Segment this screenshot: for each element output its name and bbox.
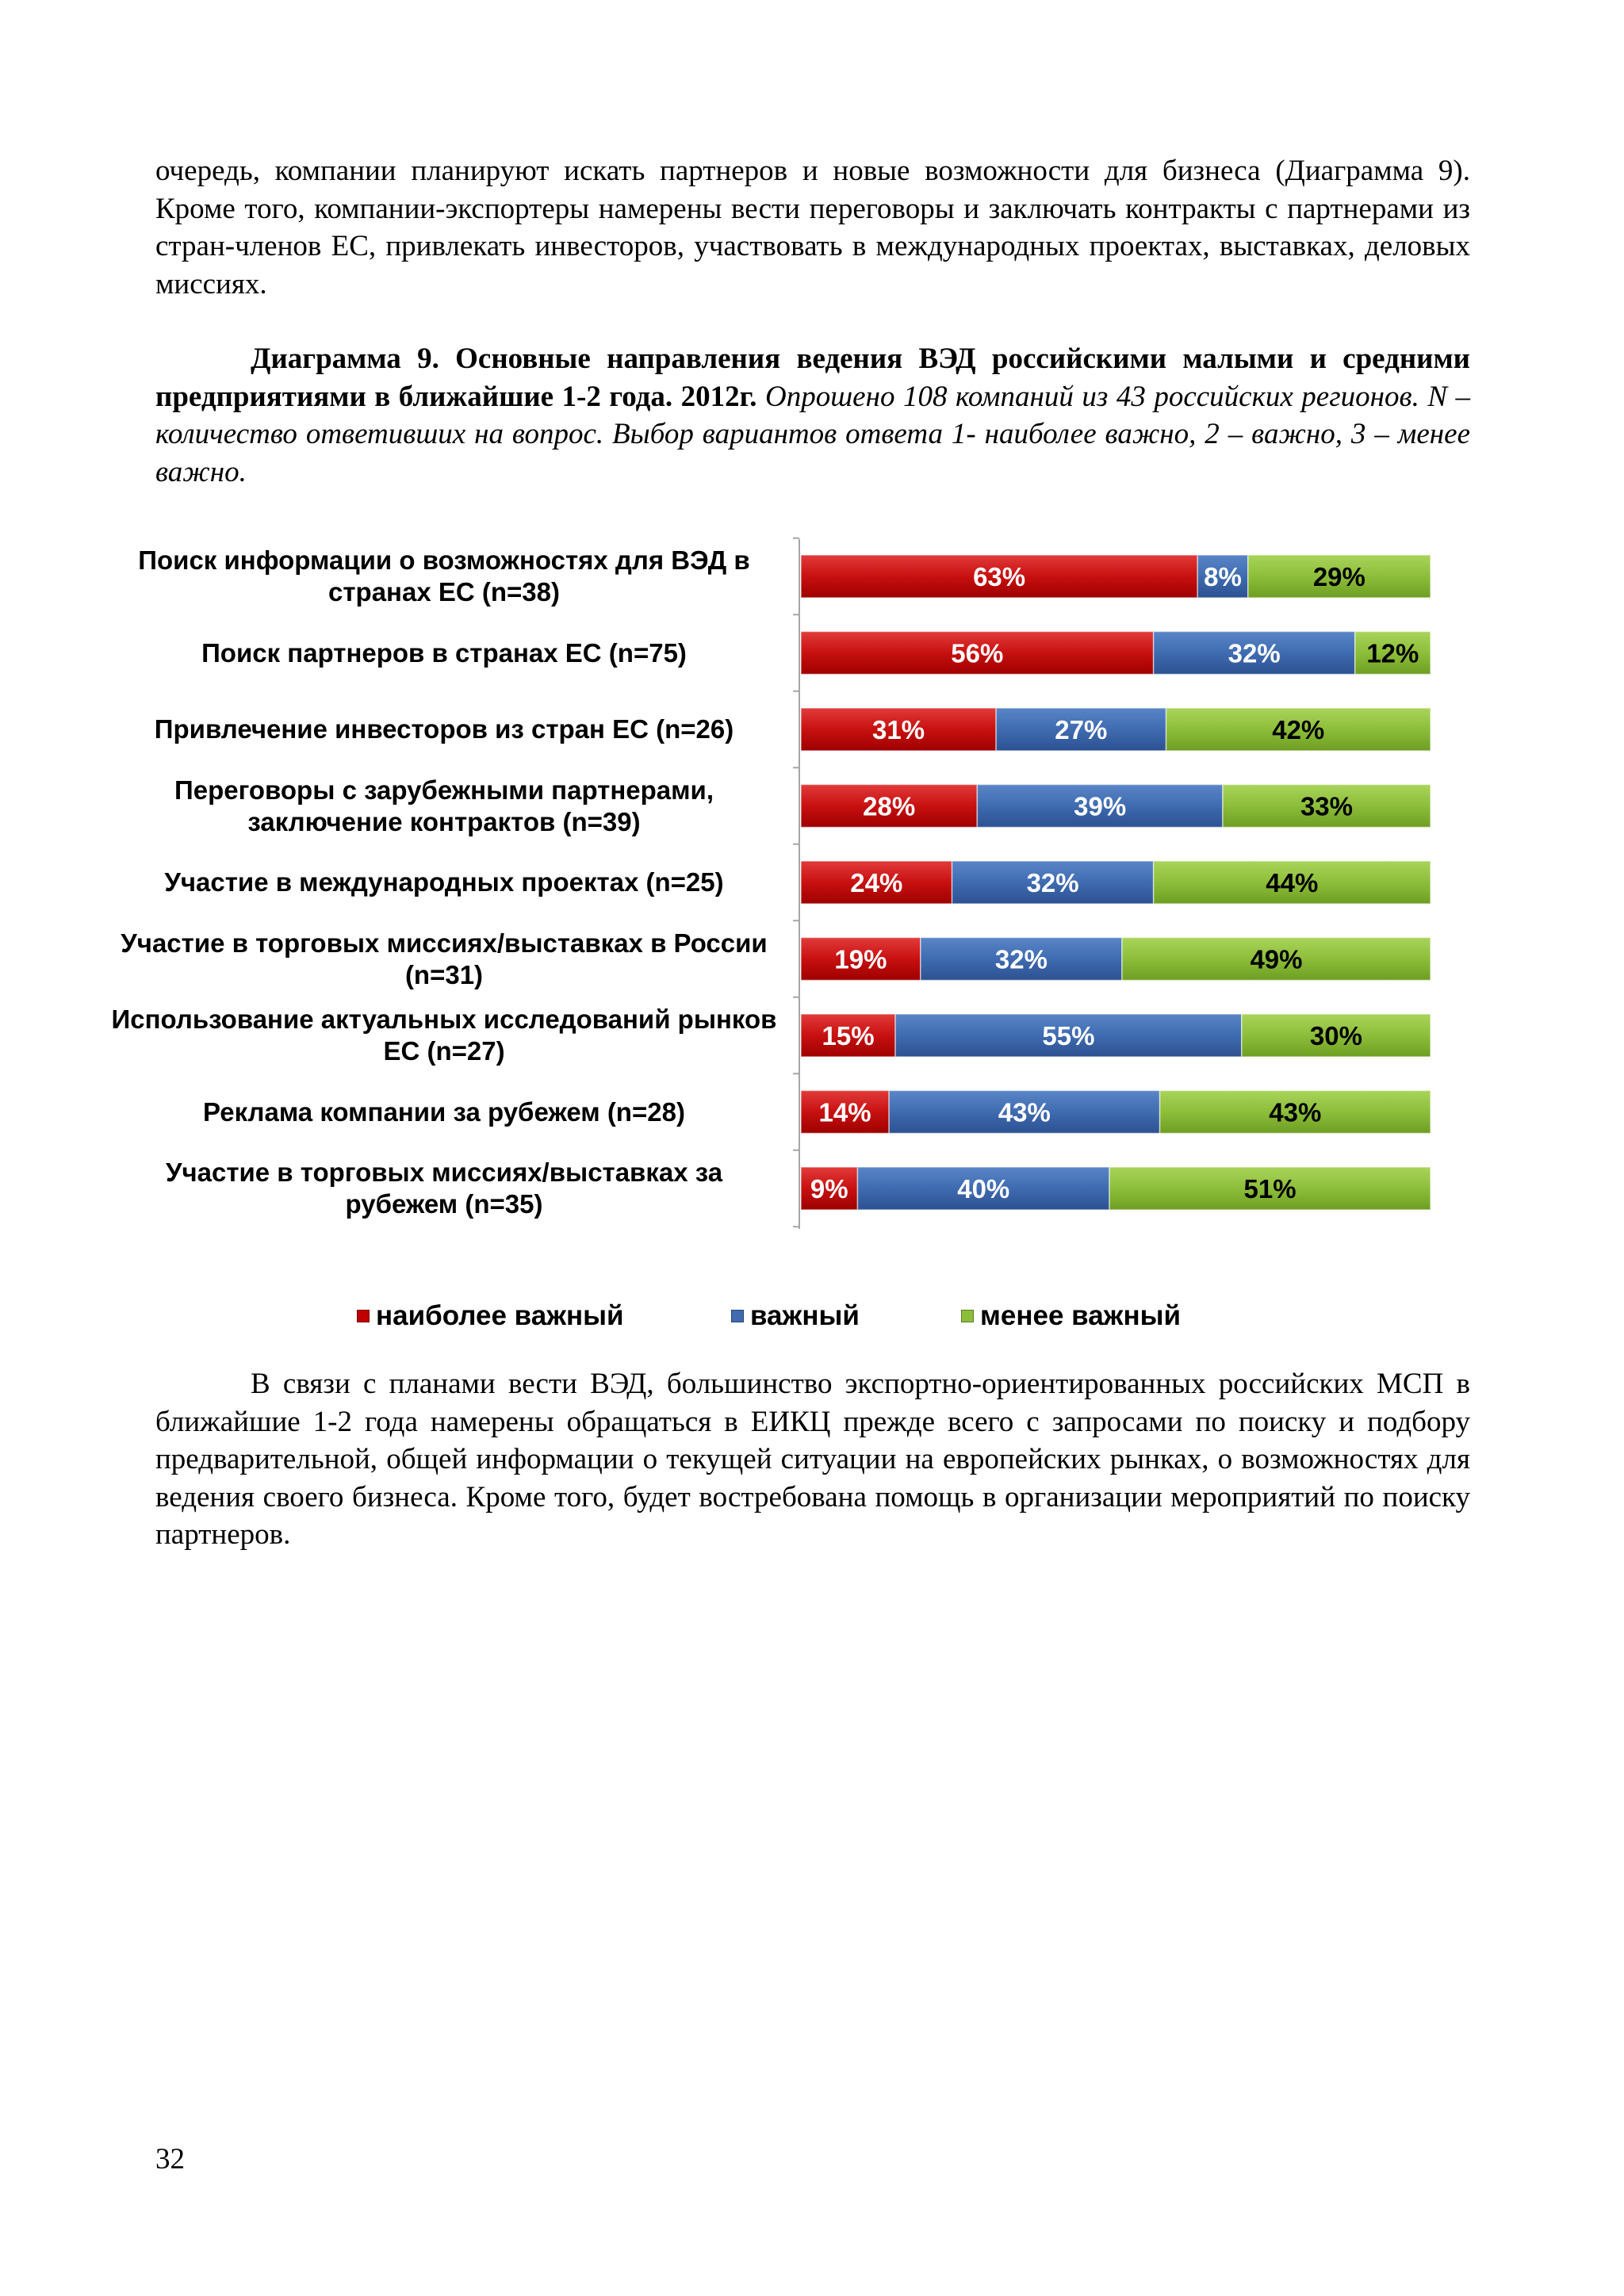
- category-label: Реклама компании за рубежем (n=28): [203, 1096, 685, 1127]
- category-label: Использование актуальных исследований рынков ЕС (n=27): [111, 1004, 777, 1066]
- data-label: 43%: [1269, 1097, 1322, 1127]
- data-label: 55%: [1042, 1021, 1095, 1050]
- data-label: 51%: [1243, 1174, 1297, 1203]
- data-label: 29%: [1312, 562, 1365, 591]
- data-label: 31%: [872, 715, 925, 744]
- data-label: 14%: [818, 1097, 871, 1127]
- data-label: 56%: [951, 638, 1004, 668]
- category-label: Поиск информации о возможностях для ВЭД в странах ЕС (n=38): [138, 545, 750, 607]
- data-label: 12%: [1366, 638, 1419, 668]
- data-label: 9%: [810, 1174, 848, 1203]
- category-label: Участие в международных проектах (n=25): [164, 867, 724, 897]
- legend-label: наиболее важный: [376, 1300, 624, 1331]
- legend-swatch-blue: [731, 1310, 744, 1322]
- data-label: 8%: [1204, 562, 1242, 591]
- category-label: Поиск партнеров в странах ЕС (n=75): [201, 637, 687, 668]
- legend-label: важный: [750, 1300, 860, 1331]
- legend-item-less-important: [961, 1299, 1181, 1334]
- category-label: Участие в торговых миссиях/выставках в России (n=31): [121, 928, 768, 989]
- data-label: 43%: [998, 1097, 1051, 1127]
- data-label: 32%: [1026, 868, 1079, 897]
- data-label: 63%: [973, 562, 1026, 591]
- data-label: 32%: [1228, 638, 1281, 668]
- data-label: 30%: [1309, 1021, 1362, 1050]
- closing-text: В связи с планами вести ВЭД, большинство экспортно-ориентированных российских МСП в ближайшие 1-2 года намерены обращаться в ЕИКЦ прежде всего с запросами по поиску и подбору предварительной, общей информации о текущей ситуации на европейских рынках, о возможностях для ведения своего бизнеса. Кроме того, будет востребована помощь в организации мероприятий по поиску партнеров.: [155, 1368, 1470, 1551]
- data-label: 49%: [1250, 944, 1303, 974]
- caption-title: Диаграмма 9. Основные направления ведения ВЭД российскими малыми и средними предприятиями в ближайшие 1-2 года. 2012г.: [155, 342, 1470, 413]
- data-label: 27%: [1055, 715, 1108, 744]
- data-label: 33%: [1300, 791, 1354, 821]
- legend-swatch-green: [961, 1310, 974, 1322]
- legend-swatch-red: [357, 1310, 370, 1322]
- category-label: Переговоры с зарубежными партнерами, заключение контрактов (n=39): [174, 775, 714, 836]
- legend-label: менее важный: [980, 1300, 1182, 1331]
- chart-caption: [155, 340, 1470, 491]
- category-label: Участие в торговых миссиях/выставках за рубежем (n=35): [165, 1158, 723, 1219]
- data-label: 44%: [1266, 868, 1319, 897]
- closing-paragraph: [155, 1365, 1470, 1554]
- intro-paragraph: очередь, компании планируют искать партнеров и новые возможности для бизнеса (Диаграмма 9). Кроме того, компании-экспортеры намерены вести переговоры и заключать контракты с партнерами из стран-членов ЕС, привлекать инвесторов, участвовать в международных проектах, выставках, деловых миссиях.: [155, 155, 1470, 300]
- data-label: 42%: [1272, 715, 1325, 744]
- data-label: 28%: [863, 791, 916, 821]
- legend-item-most-important: [357, 1299, 624, 1334]
- stacked-bar-chart: [0, 523, 1624, 1348]
- data-label: 19%: [834, 944, 887, 974]
- data-label: 40%: [957, 1174, 1010, 1203]
- legend-item-important: [731, 1299, 860, 1334]
- data-label: 15%: [822, 1021, 875, 1050]
- caption-note: Опрошено 108 компаний из 43 российских регионов. N – количество ответивших на вопрос. Выбор вариантов ответа 1- наиболее важно, 2 – важно, 3 – менее важно.: [155, 380, 1470, 488]
- category-label: Привлечение инвесторов из стран ЕС (n=26): [154, 714, 734, 744]
- data-label: 32%: [994, 944, 1048, 974]
- page-number: 32: [155, 2143, 185, 2175]
- data-label: 24%: [850, 868, 903, 897]
- data-label: 39%: [1074, 791, 1127, 821]
